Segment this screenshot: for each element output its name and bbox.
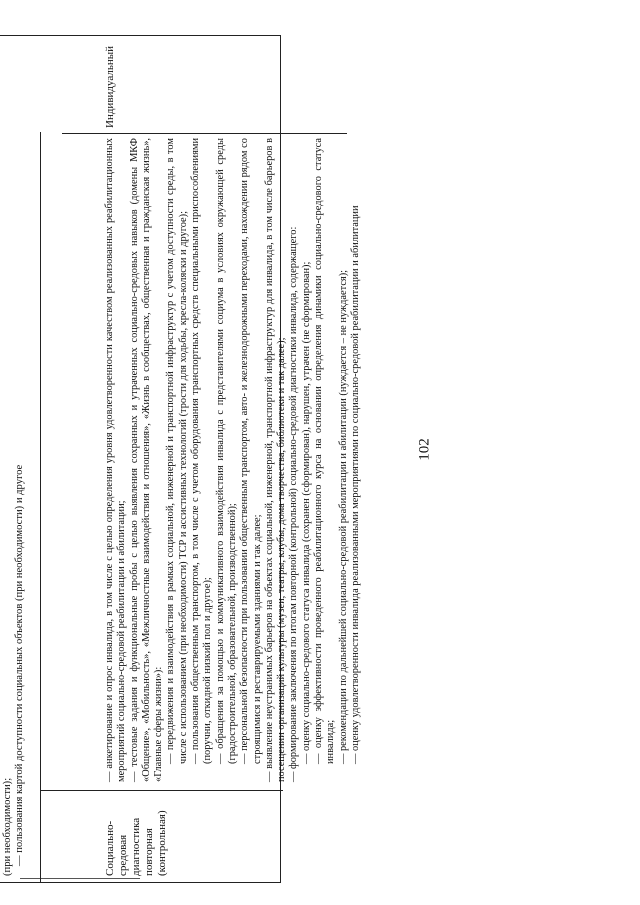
page-number: 102 (416, 438, 433, 461)
item-transport: — пользования общественным транспортом, в том числе с учетом оборудования транспортных средств специальными приспособлениями (поручни, откидной низкий пол и другое); (190, 138, 214, 764)
section-cell (40, 132, 282, 882)
rotated-page-content (0, 35, 281, 883)
item-recommendations: — рекомендации по дальнейшей социально-средовой реабилитации и абилитации (нуждается – не нуждается); (337, 269, 349, 764)
item-movement: — передвижения и взаимодействия в рамках социальной, инженерной и транспортной инфраструктур с учетом доступности среды, в том числе с использованием (при необходимости) ТСР и ассистивных технологий (трости для ходьбы, кресла-коляски и другое); (165, 138, 189, 764)
section-name-cell (41, 790, 283, 882)
item-satisfaction: — оценку удовлетворенности инвалида реализованными мероприятиями по социально-средовой реабилитации и абилитации (349, 205, 361, 764)
item-safety: — персональной безопасности при пользовании общественным транспортом, авто- и железнодорожными переходами, нахождении рядом со строящимися и реставрируемыми зданиями и так далее; (239, 138, 263, 764)
item-survey: — анкетирование и опрос инвалида, в том числе с целью определения уровня удовлетворенности качеством реализованных реабилитационных мероприятий социально-средовой реабилитации и абилитации; (104, 138, 128, 782)
item-conclusion: — формирование заключения по итогам повторной (контрольной) социально-средовой диагностики инвалида, содержащего: (288, 226, 300, 782)
form-of-service: Индивидуальный (104, 46, 116, 128)
previous-row-continuation (0, 132, 40, 882)
item-tests: — тестовые задания и функциональные пробы с целью выявления сохранных и утраченных социально-средовых навыков (домены МКФ «Общение», «Мобильность», «Межличностные взаимодействия и отношения», «Жизнь в сообществах, общественная и гражданская жизнь», «Главные сферы жизни»): (128, 138, 165, 782)
item-help: — обращения за помощью и коммуникативного взаимодействия инвалида с представителями социума в условиях окружающей среды (градостроительной, образовательной, производственной); (214, 138, 238, 764)
item-status: — оценку социально-средового статуса инвалида (сохранен (сформирован), нарушен, утрачен (не сформирован); (300, 261, 312, 764)
continuation-line-1: (при необходимости); (2, 777, 13, 876)
section-name: Социально-средовая диагностика повторная (контрольная) (104, 810, 168, 876)
item-efficiency: — оценку эффективности проведенного реабилитационного курса на основании определения динамики социально-средового статуса инвалида; (313, 138, 337, 764)
item-barriers: — выявление неустранимых барьеров на объектах социальной, инженерной, транспортной инфраструктур для инвалида, в том числе барьеров в посещении организаций культуры (музеи, театры, клубы, дома творчества, библиотеки и так далее); (263, 138, 288, 782)
rehab-table (0, 35, 281, 883)
continuation-line-2: — пользования картой доступности социальных объектов (при необходимости) и другое (14, 464, 26, 866)
